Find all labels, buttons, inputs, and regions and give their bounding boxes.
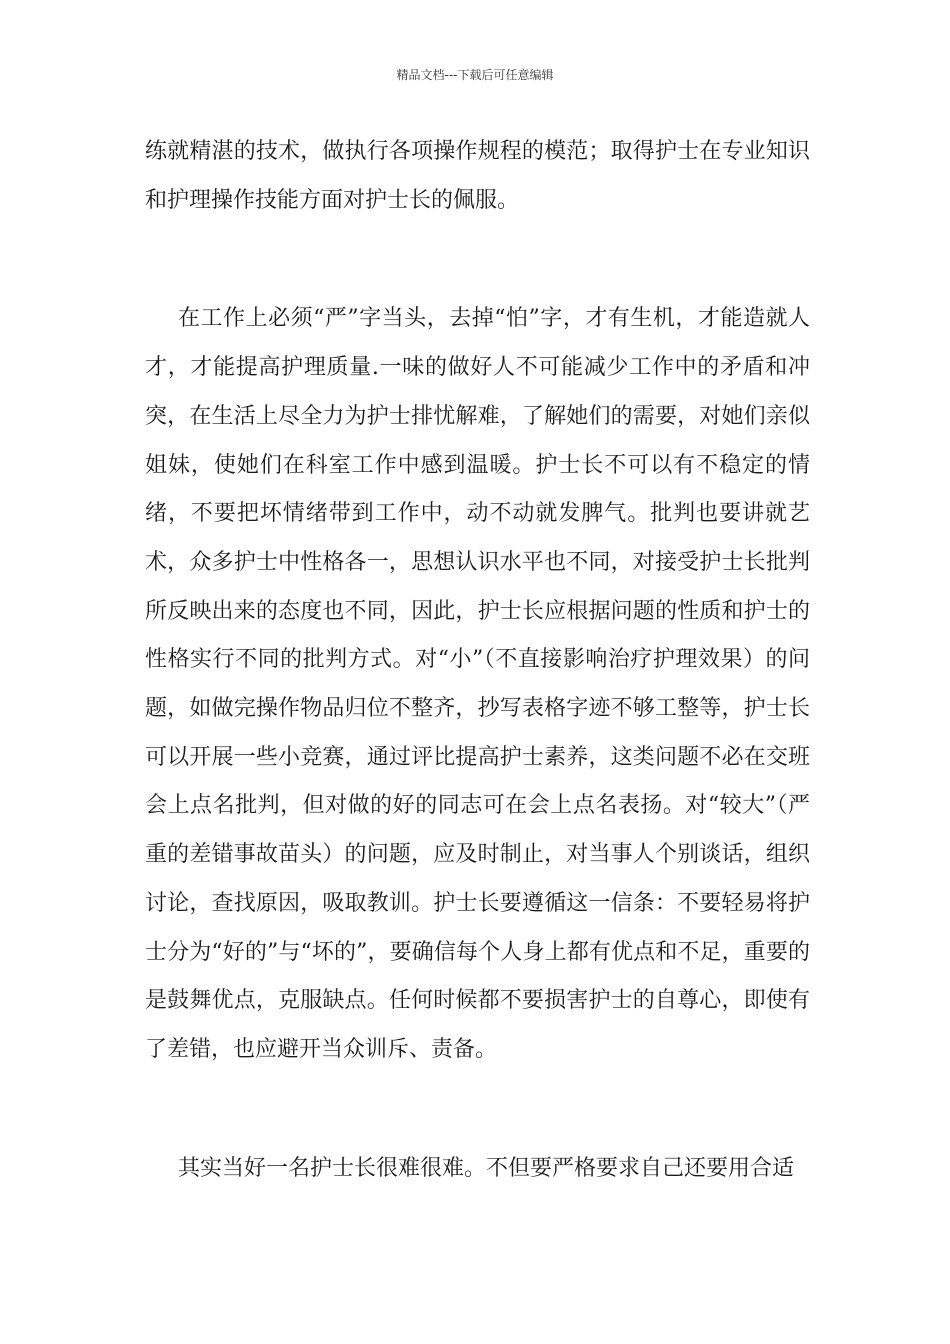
document-body: [145, 128, 810, 1193]
paragraph-gap: [145, 225, 810, 295]
paragraph-gap: [145, 1075, 810, 1145]
paragraph-2: 在工作上必须“严”字当头，去掉“怕”字，才有生机，才能造就人才，才能提高护理质量.一味的做好人不可能减少工作中的矛盾和冲突，在生活上尽全力为护士排忧解难，了解她们的需要，对她们亲似姐妹，使她们在科室工作中感到温暖。护士长不可以有不稳定的情绪，不要把坏情绪带到工作中，动不动就发脾气。批判也要讲就艺术，众多护士中性格各一，思想认识水平也不同，对接受护士长批判所反映出来的态度也不同，因此，护士长应根据问题的性质和护士的性格实行不同的批判方式。对“小”（不直接影响治疗护理效果）的问题，如做完操作物品归位不整齐，抄写表格字迹不够工整等，护士长可以开展一些小竞赛，通过评比提高护士素养，这类问题不必在交班会上点名批判，但对做的好的同志可在会上点名表扬。对“较大”（严重的差错事故苗头）的问题，应及时制止，对当事人个别谈话，组织讨论，查找原因，吸取教训。护士长要遵循这一信条：不要轻易将护士分为“好的”与“坏的”，要确信每个人身上都有优点和不足，重要的是鼓舞优点，克服缺点。任何时候都不要损害护士的自尊心，即使有了差错，也应避开当众训斥、责备。: [145, 306, 810, 1062]
paragraph-1: 练就精湛的技术，做执行各项操作规程的模范；取得护士在专业知识和护理操作技能方面对护士长的佩服。: [145, 139, 810, 213]
page-header: 精品文档---下载后可任意编辑: [396, 68, 554, 82]
paragraph-3: 其实当好一名护士长很难很难。不但要严格要求自己还要用合适: [178, 1155, 795, 1181]
